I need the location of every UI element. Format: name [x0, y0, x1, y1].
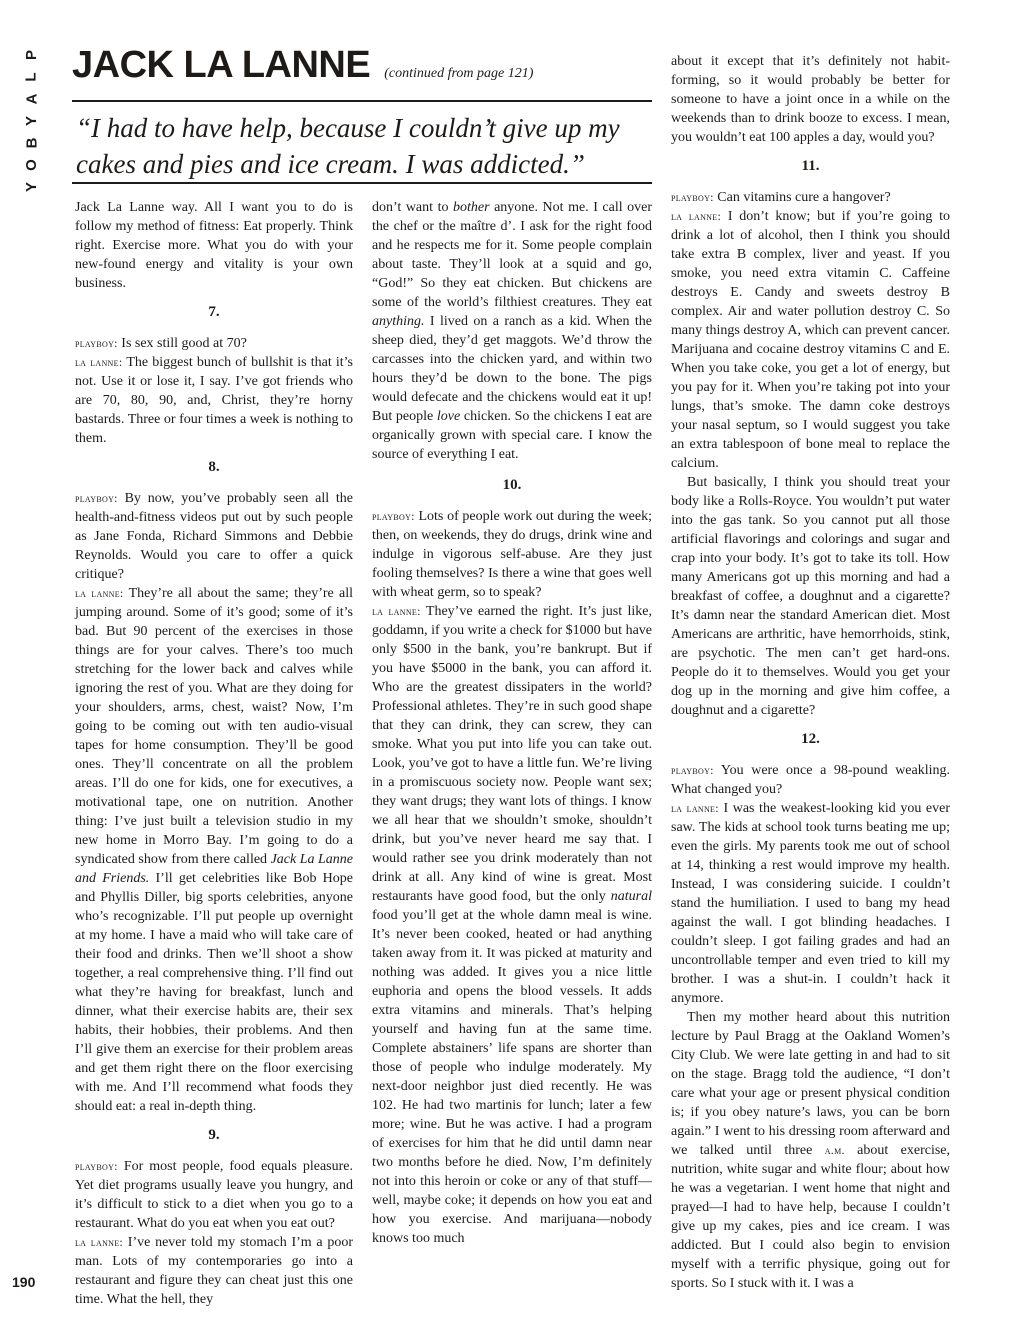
section-number: 10.	[502, 477, 522, 493]
emphasis-text: natural	[610, 889, 652, 904]
answer-paragraph	[671, 207, 950, 473]
section-number: 9.	[208, 1127, 220, 1143]
answer-text: I don’t know; but if you’re going to drink a lot of alcohol, then I think you should take extra B complex, liver and yeast. If you smoke, you need extra vitamin C. Caffeine destroys E. Candy and sweets destroy B complex. Air and water pollution destroy C. So many things destroy A, which can prevent cancer. Marijuana and cocaine destroy vitamins C and E. When you take coke, you get a lot of energy, but you pay for it. When you’re taking pot into your lungs, that’s smoke. The damn coke destroys your nasal septum, so I would suggest you take an extra tablespoon of bone meal to replace the calcium.	[671, 209, 950, 471]
emphasis-text: anything.	[372, 314, 425, 329]
article-header	[72, 44, 652, 87]
header-rule-top	[72, 100, 652, 102]
column-3	[671, 52, 950, 1293]
question-text: Can vitamins cure a hangover?	[717, 190, 891, 205]
question-paragraph	[372, 507, 652, 602]
speaker-label: playboy:	[75, 336, 118, 350]
continued-note: (continued from page 121)	[384, 66, 534, 81]
speaker-label: playboy:	[671, 763, 714, 777]
show-title: Jack La Lanne and Friends.	[75, 852, 353, 886]
answer-paragraph	[75, 353, 353, 448]
question-text: You were once a 98-pound weakling. What changed you?	[671, 763, 951, 797]
answer-text: They’ve earned the right. It’s just like, goddamn, if you write a check for $1000 but have only $500 in the bank, you’re bankrupt. But if you have $5000 in the bank, you can afford it. Who are the greatest dissipaters in the world? Professional athletes. They’re in such good shape that they can drink, they can screw, they can smoke. What you put into life you can take out. Look, you’ve got to have a little fun. We’re living in a promiscuous society now. People want sex; they want drugs; they want lots of things. I know we all hear that we shouldn’t smoke, shouldn’t drink, but you’ve never heard me say that. I would rather see you drink moderately than not drink at all. Any kind of wine is great. Most restaurants have good food, but the only	[372, 604, 653, 904]
column-1	[75, 198, 353, 1309]
speaker-label: la lanne:	[75, 355, 123, 369]
header-rule-bottom	[72, 182, 652, 184]
emphasis-text: bother	[453, 200, 490, 215]
continued-paragraph	[372, 198, 652, 464]
emphasis-text: love	[436, 409, 461, 424]
section-number: 8.	[208, 459, 220, 475]
question-paragraph	[671, 188, 950, 207]
answer-text: I was the weakest-looking kid you ever saw. The kids at school took turns beating me up; even the girls. My parents took me out of school at 14, thinking a rest would improve my health. Instead, I was considering suicide. I couldn’t stand the humiliation. I used to bang my head against the wall. I got blinding headaches. I couldn’t sleep. I got failing grades and had an uncontrollable temper and even tried to kill my brother. I was a shut-in. I couldn’t hack it anymore.	[671, 801, 950, 1006]
brand-letter: O	[22, 159, 40, 171]
answer-paragraph	[671, 1008, 950, 1293]
brand-letter: A	[23, 93, 40, 105]
answer-paragraph	[75, 584, 353, 1116]
answer-text: They’re all about the same; they’re all jumping around. Some of it’s good; some of it’s bad. But 90 percent of the exercises in those things are for your calves. There’s too much stretching for the lower back and calves while ignoring the rest of you. What are they doing for your shoulders, arms, chest, waist? Now, I’m going to be coming out with ten audio-visual tapes for home consumption. They’ll be good ones. They’ll concentrate on all the problem areas. I’ll do one for kids, one for executives, a motivational tape, one on nutrition. Another thing: I’ve just built a television studio in my new home in Morro Bay. I’m going to do a syndicated show from there called	[75, 586, 353, 867]
question-text: Lots of people work out during the week; then, on weekends, they do drugs, drink wine and indulge in vigorous self-abuse. Are they just fooling themselves? Is there a wine that goes well with wheat germ, so to speak?	[372, 509, 652, 600]
time-abbrev: a.m.	[824, 1143, 845, 1157]
page-number: 190	[12, 1274, 36, 1290]
speaker-label: la lanne:	[75, 1235, 124, 1249]
section-number: 7.	[208, 304, 220, 320]
answer-text: Then my mother heard about this nutrition lecture by Paul Bragg at the Oakland Women’s City Club. We were late getting in and had to sit on the stage. Bragg told the audience, “I don’t care what your age or present physical condition is; if you obey nature’s laws, you can be born again.” I went to his dressing room afterward and we talked until three	[671, 1010, 950, 1158]
section-number: 11.	[801, 158, 820, 174]
pull-quote: “I had to have help, because I couldn’t give up my cakes and pies and ice cream. I was addicted.”	[76, 113, 620, 179]
body-text: I lived on a ranch as a kid. When the sheep died, they’d get maggots. We’d throw the carcasses into the chicken yard, and within two hours they’d be down to the bone. The pigs would defecate and the chickens would eat it up! But people	[372, 314, 652, 424]
question-paragraph	[671, 761, 950, 799]
speaker-label: playboy:	[372, 509, 415, 523]
question-paragraph	[75, 489, 353, 584]
brand-letter: P	[22, 49, 40, 61]
section-number: 12.	[801, 731, 820, 747]
question-text: By now, you’ve probably seen all the health-and-fitness videos put out by such people as Jane Fonda, Richard Simmons and Debbie Reynolds. Would you care to offer a quick critique?	[75, 491, 353, 582]
question-text: Is sex still good at 70?	[121, 336, 247, 351]
speaker-label: la lanne:	[75, 586, 124, 600]
speaker-label: la lanne:	[671, 801, 719, 815]
answer-text: about exercise, nutrition, white sugar and white flour; about how he was a vegetarian. I went home that night and prayed—I had to have help, because I couldn’t give up my cakes, pies and ice cream. I was addicted. But I could also begin to envision myself with a terrific physique, going out for sports. So I stuck with it. I was a	[671, 1143, 950, 1291]
answer-text: food you’ll get at the whole damn meal is wine. It’s never been cooked, heated or had anything taken away from it. It was picked at maturity and nothing was added. It gives you a nice little euphoria and opens the blood vessels. It adds extra vitamins and minerals. That’s helping yourself and having fun at the same time. Complete abstainers’ life spans are shorter than those of people who indulge moderately. My next-door neighbor just died recently. He was 102. He had two martinis for lunch; later a few more; wine. But he was active. I had a program of exercises for him that he did until damn near two months before he died. Now, I’m definitely not into this heroin or coke or any of that stuff—well, maybe coke; it depends on how you eat and how you exercise. And marijuana—nobody knows too much	[372, 908, 652, 1246]
question-text: For most people, food equals pleasure. Yet diet programs usually leave you hungry, and it’s difficult to stick to a diet when you go to a restaurant. What do you eat when you eat out?	[75, 1159, 354, 1231]
body-text: anyone. Not me. I call over the chef or the maître d’. I ask for the right food and he respects me for it. Some people complain about taste. They’ll look at a squid and go, “God!” So they eat chicken. But chickens are some of the world’s filthiest creatures. They eat	[372, 200, 653, 310]
speaker-label: la lanne:	[671, 209, 722, 223]
brand-letter: Y	[22, 181, 40, 193]
brand-letter: B	[23, 137, 40, 149]
body-text: don’t want to	[372, 200, 453, 215]
speaker-label: playboy:	[75, 1159, 118, 1173]
answer-text: I’ve never told my stomach I’m a poor man. Lots of my contemporaries go into a restaurant and figure they can cheat just this one time. What the hell, they	[75, 1235, 354, 1307]
speaker-label: playboy:	[671, 190, 714, 204]
answer-paragraph	[75, 1233, 353, 1309]
brand-letter: L	[22, 72, 40, 82]
answer-paragraph	[671, 799, 950, 1008]
answer-paragraph: But basically, I think you should treat your body like a Rolls-Royce. You wouldn’t put water into the gas tank. So you cannot put all those artificial flavorings and colorings and sugar and crap into your body. It’s got to take its toll. How many Americans got up this morning and had a breakfast of coffee, a doughnut and a cigarette? It’s damn near the standard American diet. Most Americans are arthritic, have hemorrhoids, stink, are psychotic. The men can’t get hard-ons. People do it to themselves. Would you get your dog up in the morning and give him coffee, a doughnut and a cigarette?	[671, 475, 950, 718]
answer-paragraph	[372, 602, 652, 1248]
column-2	[372, 198, 652, 1248]
answer-text: The biggest bunch of bullshit is that it’s not. Use it or lose it, I say. I’ve got friends who are 70, 80, 90, and, Christ, they’re horny bastards. Three or four times a week is nothing to them.	[75, 355, 353, 446]
continued-paragraph: about it except that it’s definitely not habit-forming, so it would probably be better for someone to have a joint once in a while on the weekends than to drink booze to excess. I mean, you wouldn’t eat 100 apples a day, would you?	[671, 54, 950, 145]
speaker-label: playboy:	[75, 491, 118, 505]
magazine-brand-vertical	[22, 44, 42, 198]
speaker-label: la lanne:	[372, 604, 421, 618]
question-paragraph	[75, 1157, 353, 1233]
body-text: chicken. So the chickens I eat are organically grown with special care. I know the source of everything I eat.	[372, 409, 652, 462]
question-paragraph	[75, 334, 353, 353]
article-title: JACK LA LANNE	[72, 44, 371, 86]
answer-text: I’ll get celebrities like Bob Hope and Phyllis Diller, big sports celebrities, anyone who’s recognizable. I’ll put people up overnight at my home. I have a maid who will take care of their food and drinks. Then we’ll shoot a show together, a real comprehensive thing. I’ll find out what they’re having for breakfast, lunch and dinner, what their exercise habits are, their sex habits, their hobbies, their problems. And then I’ll give them an exercise for their problem areas and get them right there on the floor exercising with me. And I’ll recommend what foods they should eat: a real in-depth thing.	[75, 871, 353, 1114]
intro-paragraph: Jack La Lanne way. All I want you to do is follow my method of fitness: Eat properly. Think right. Exercise more. What you do with your new-found energy and vitality is your own business.	[75, 200, 353, 291]
brand-letter: Y	[22, 115, 40, 127]
